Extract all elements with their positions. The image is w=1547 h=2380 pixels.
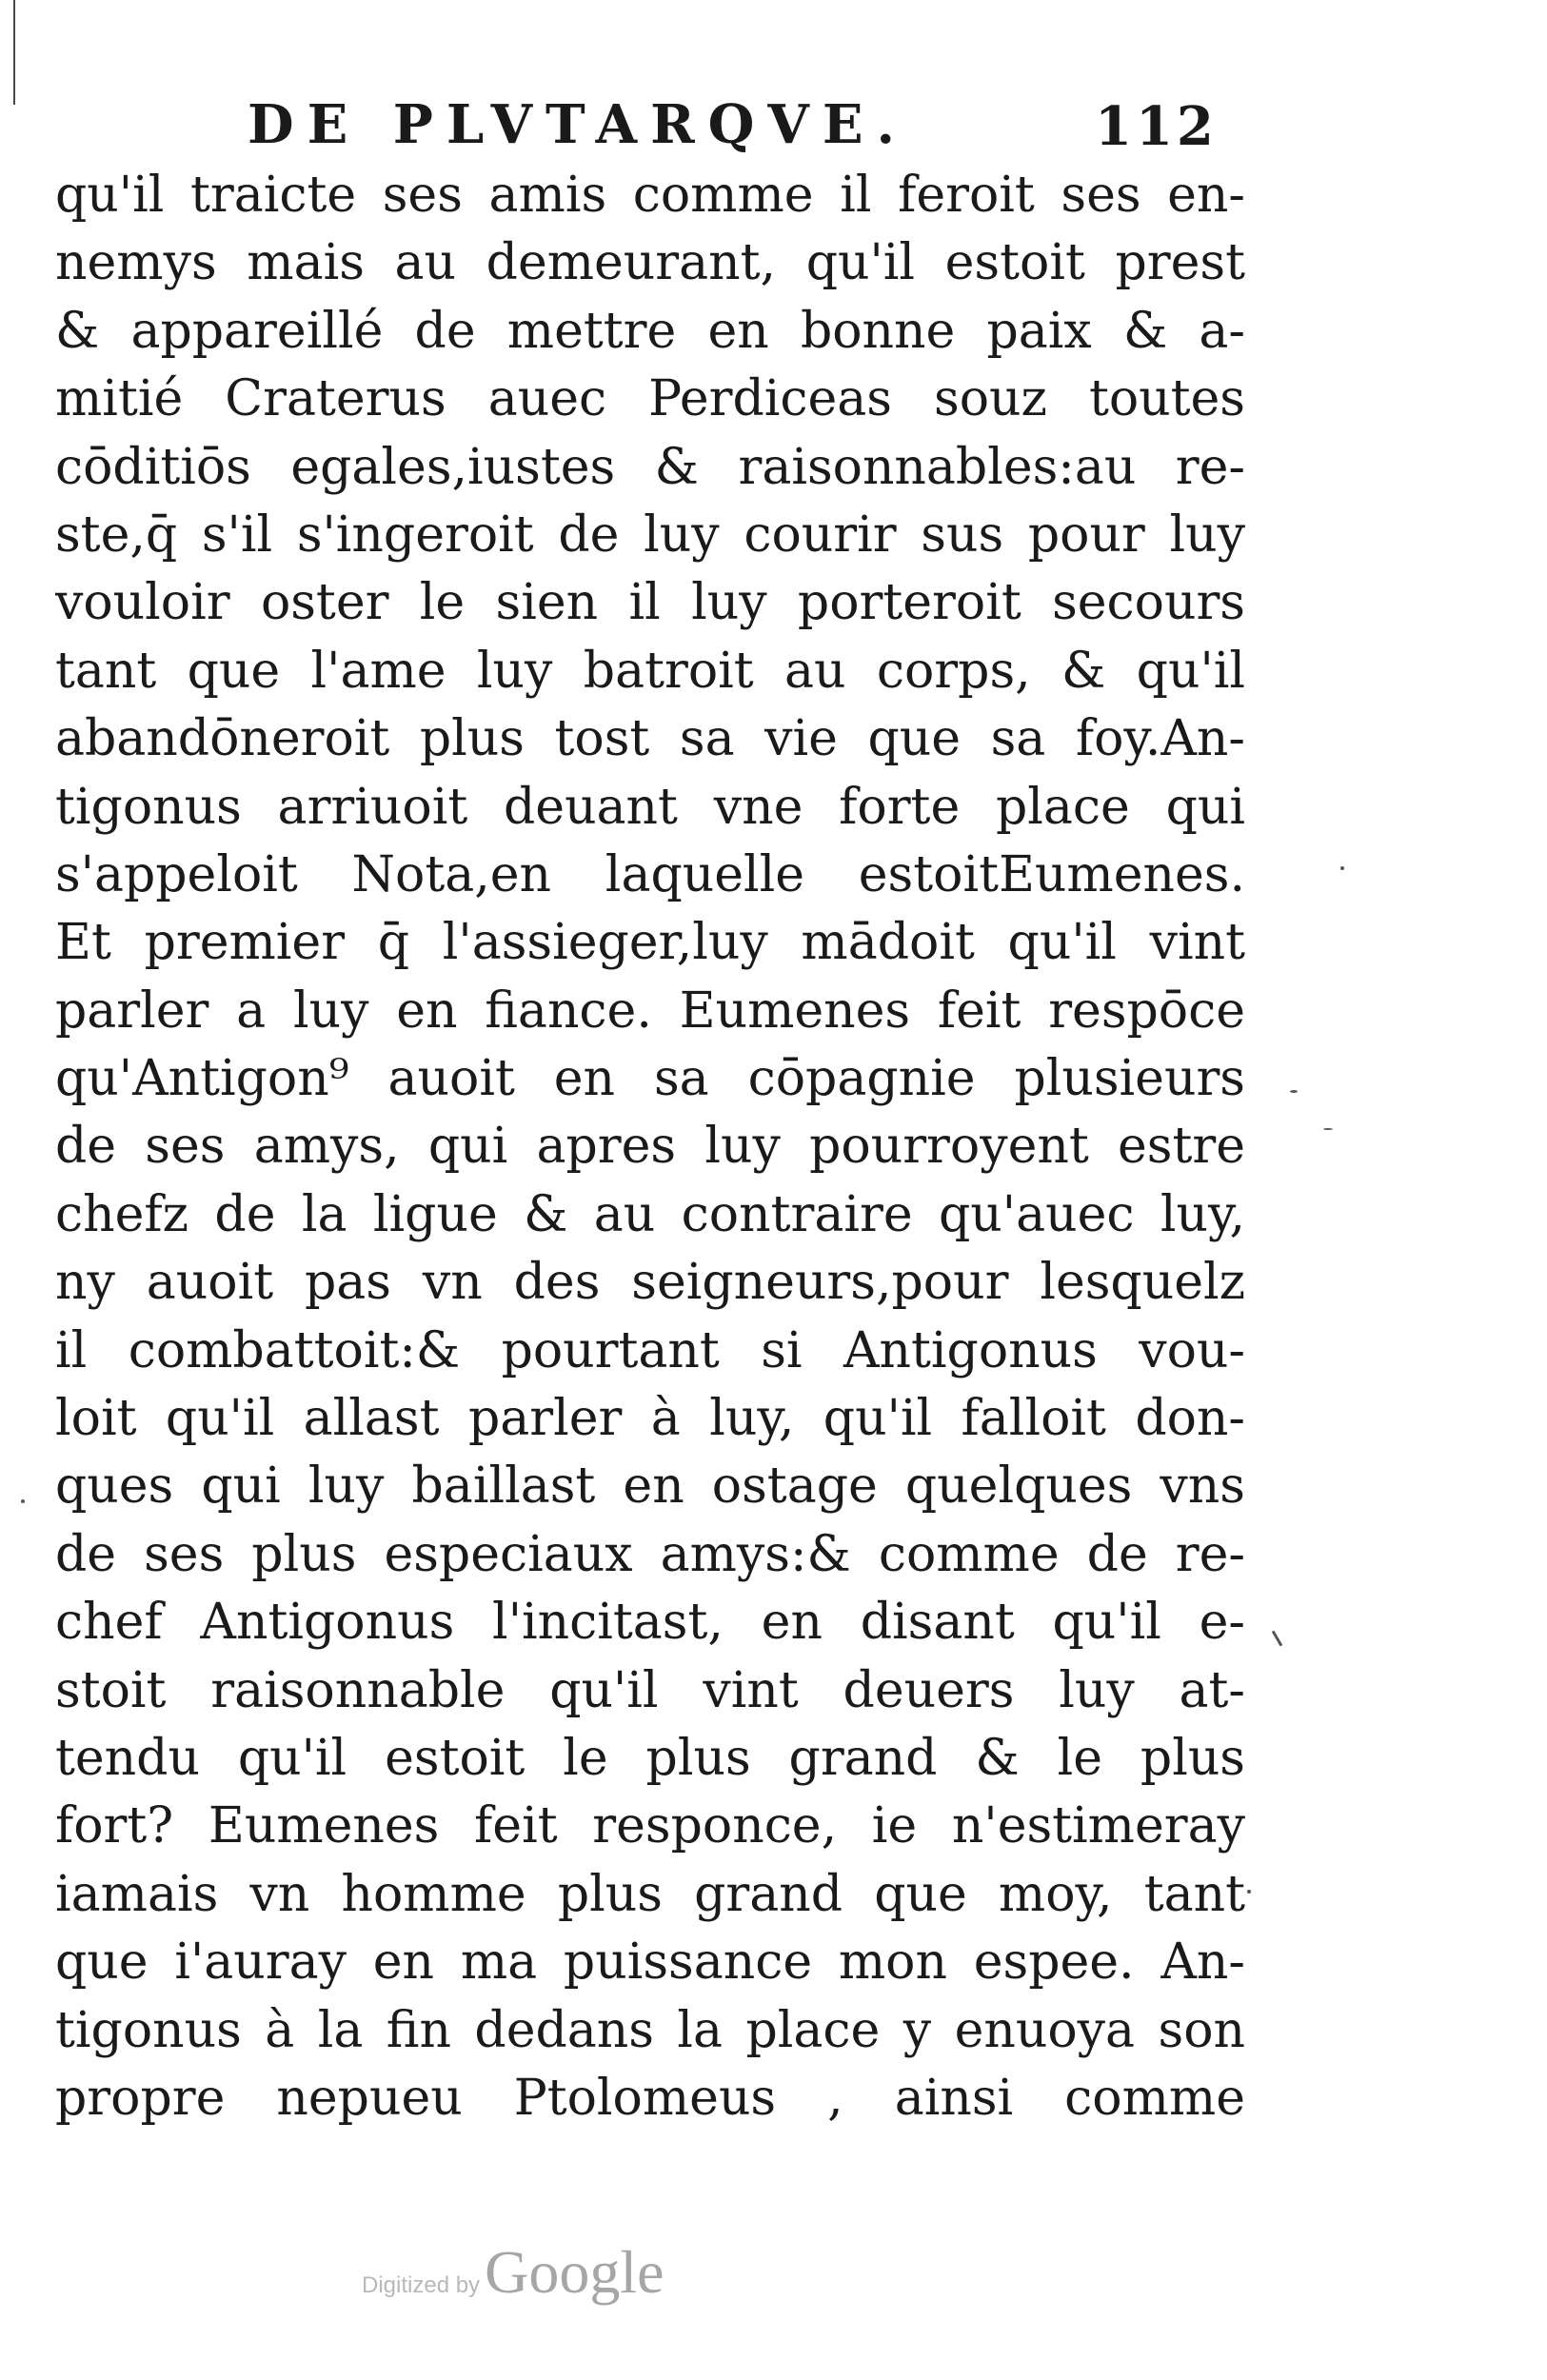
scan-speck bbox=[1290, 1090, 1298, 1093]
text-line: tigonus à la fin dedans la place y enuoya son bbox=[55, 2001, 1245, 2059]
text-line: il combattoit:& pourtant si Antigonus vou- bbox=[55, 1321, 1245, 1379]
text-line: chef Antigonus l'incitast, en disant qu'il e- bbox=[55, 1594, 1245, 1652]
text-line: cōditiōs egales,iustes & raisonnables:au re- bbox=[55, 438, 1245, 496]
text-line: que i'auray en ma puissance mon espee. An- bbox=[55, 1934, 1245, 1992]
text-line: de ses plus especiaux amys:& comme de re- bbox=[55, 1525, 1245, 1583]
text-line: qu'Antigon⁹ auoit en sa cōpagnie plusieurs bbox=[55, 1050, 1245, 1108]
text-line: parler a luy en fiance. Eumenes feit respōce bbox=[55, 982, 1245, 1040]
text-line: iamais vn homme plus grand que moy, tant bbox=[55, 1865, 1245, 1923]
text-line: ny auoit pas vn des seigneurs,pour lesquelz bbox=[55, 1254, 1245, 1312]
scan-speck bbox=[21, 1499, 25, 1503]
scan-speck bbox=[1340, 866, 1344, 870]
scan-speck bbox=[1323, 1128, 1333, 1130]
text-line: abandōneroit plus tost sa vie que sa foy.An- bbox=[55, 710, 1245, 768]
binding-edge-line bbox=[13, 0, 15, 105]
text-line: propre nepueu Ptolomeus , ainsi comme bbox=[55, 2069, 1245, 2127]
digitized-by-watermark bbox=[362, 2237, 664, 2308]
text-line: chefz de la ligue & au contraire qu'auec luy, bbox=[55, 1185, 1245, 1243]
text-line: fort? Eumenes feit responce, ie n'estimeray bbox=[55, 1797, 1245, 1855]
text-line: qu'il traicte ses amis comme il feroit ses en- bbox=[55, 167, 1245, 224]
text-line: mitié Craterus auec Perdiceas souz toutes bbox=[55, 370, 1245, 428]
scan-speck bbox=[1247, 1890, 1251, 1894]
text-line: tendu qu'il estoit le plus grand & le plus bbox=[55, 1729, 1245, 1787]
text-line: nemys mais au demeurant, qu'il estoit prest bbox=[55, 234, 1245, 292]
text-line: vouloir oster le sien il luy porteroit secours bbox=[55, 574, 1245, 632]
watermark-prefix: Digitized by bbox=[362, 2272, 481, 2298]
text-line: s'appeloit Nota,en laquelle estoitEumenes. bbox=[55, 845, 1245, 903]
text-line: & appareillé de mettre en bonne paix & a- bbox=[55, 302, 1245, 360]
page-number: 112 bbox=[1095, 95, 1218, 158]
text-line: ques qui luy baillast en ostage quelques vns bbox=[55, 1458, 1245, 1516]
running-title: DE PLVTARQVE. bbox=[248, 93, 909, 156]
text-line: tigonus arriuoit deuant vne forte place qui bbox=[55, 778, 1245, 836]
text-line: tant que l'ame luy batroit au corps, & qu'il bbox=[55, 642, 1245, 700]
scan-speck bbox=[1272, 1630, 1283, 1646]
text-line: de ses amys, qui apres luy pourroyent estre bbox=[55, 1118, 1245, 1176]
text-line: ste,q̄ s'il s'ingeroit de luy courir sus pour luy bbox=[55, 506, 1245, 564]
text-line: stoit raisonnable qu'il vint deuers luy at- bbox=[55, 1661, 1245, 1719]
text-line: Et premier q̄ l'assieger,luy mādoit qu'il vint bbox=[55, 914, 1245, 972]
text-line: loit qu'il allast parler à luy, qu'il falloit don- bbox=[55, 1390, 1245, 1448]
body-text-block bbox=[55, 162, 1245, 2132]
google-logo: Google bbox=[485, 2238, 664, 2306]
